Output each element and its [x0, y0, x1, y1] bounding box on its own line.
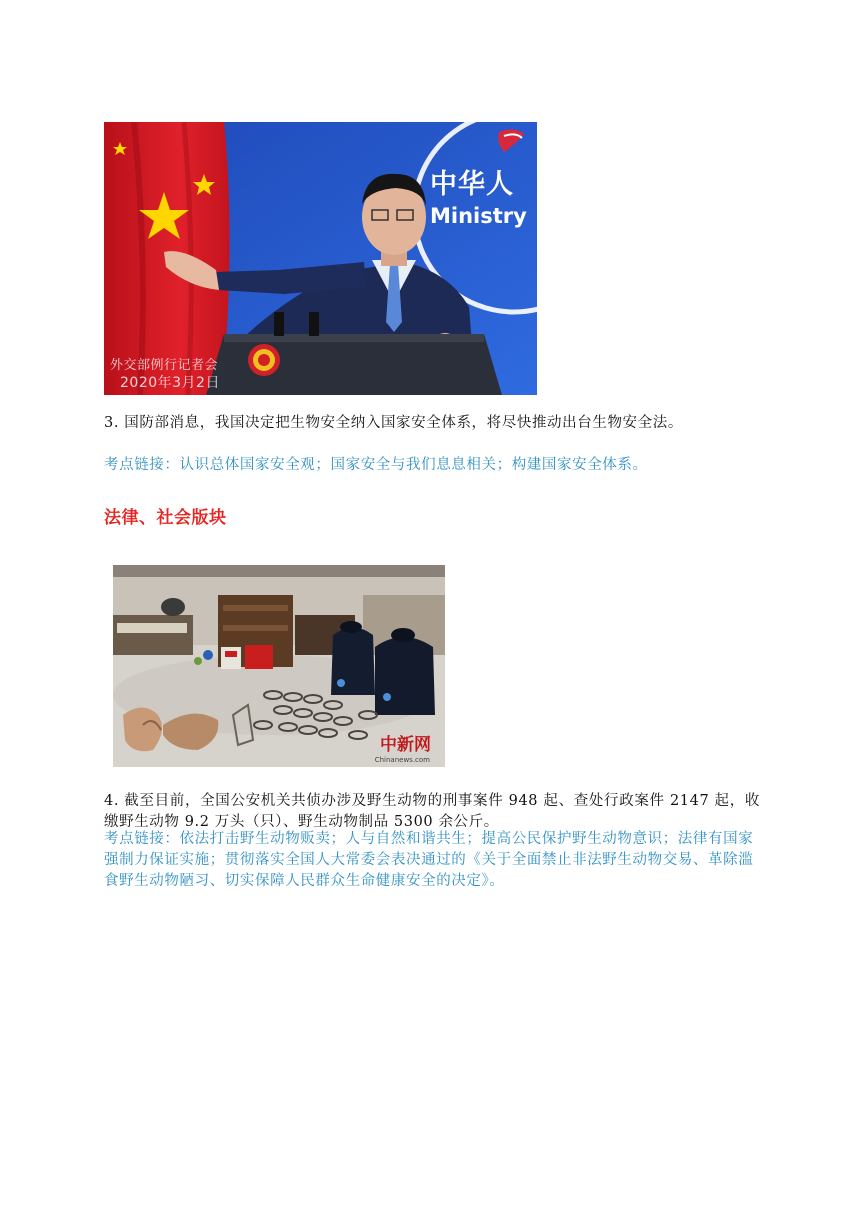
wildlife-seizure-photo [113, 565, 445, 767]
photo-caption-event: 外交部例行记者会 [110, 358, 219, 373]
news-item-3-text: 3. 国防部消息，我国决定把生物安全纳入国家安全体系，将尽快推动出台生物安全法。 [104, 415, 683, 431]
press-conference-photo [104, 122, 537, 395]
news-item-4-link: 考点链接：依法打击野生动物贩卖；人与自然和谐共生；提高公民保护野生动物意识；法律有国家强制力保证实施；贯彻落实全国人大常委会表决通过的《关于全面禁止非法野生动物交易、革除滥食野生动物陋习、切实保障人民群众生命健康安全的决定》。 [104, 831, 754, 889]
news-item-3-link: 考点链接：认识总体国家安全观；国家安全与我们息息相关；构建国家安全体系。 [104, 457, 648, 473]
news-item-4-text: 4. 截至目前，全国公安机关共侦办涉及野生动物的刑事案件 948 起、查处行政案件 2147 起，收缴野生动物 9.2 万头（只）、野生动物制品 5300 余公斤。 [104, 793, 760, 830]
chinanews-logo-url: Chinanews.com [374, 756, 430, 764]
photo-caption-date: 2020年3月2日 [120, 375, 220, 391]
chinanews-logo: 中新网 [380, 735, 431, 755]
section-heading: 法律、社会版块 [104, 508, 227, 528]
wall-sign-chinese: 中华人 [430, 169, 514, 200]
wall-sign-english: Ministry [430, 204, 527, 228]
